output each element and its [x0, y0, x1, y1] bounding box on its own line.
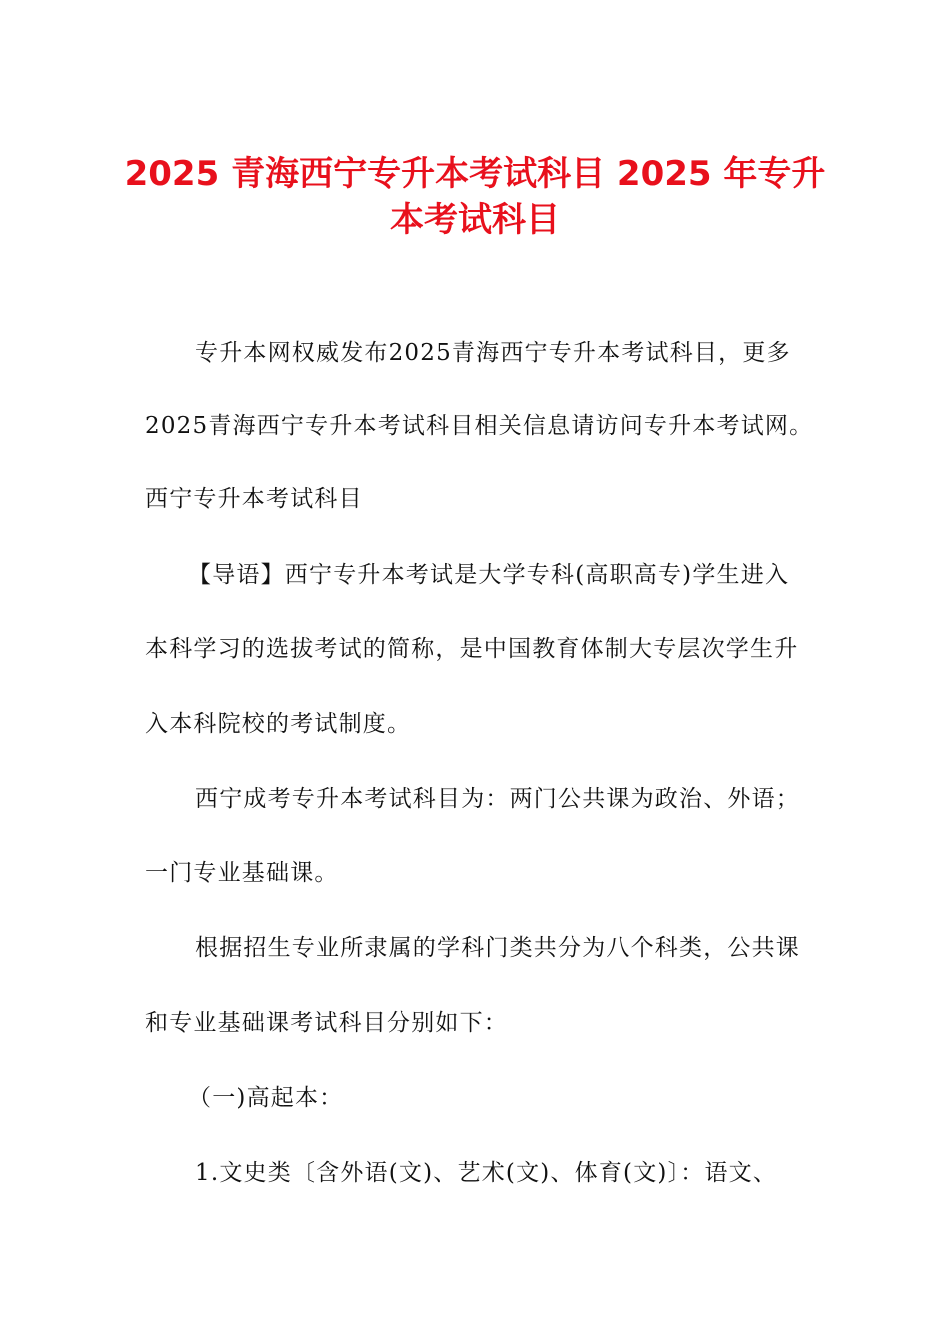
paragraph-line: 西宁成考专升本考试科目为：两门公共课为政治、外语；	[195, 786, 800, 812]
paragraph-line: 专升本网权威发布2025青海西宁专升本考试科目，更多	[195, 340, 791, 366]
paragraph-line: 入本科院校的考试制度。	[145, 711, 412, 737]
paragraph-line: 和专业基础课考试科目分别如下：	[145, 1010, 508, 1036]
list-heading: （一)高起本：	[188, 1085, 344, 1111]
paragraph-line: 根据招生专业所隶属的学科门类共分为八个科类，公共课	[195, 935, 800, 961]
paragraph-line: 【导语】西宁专升本考试是大学专科(高职高专)学生进入	[188, 562, 790, 588]
paragraph-line: 一门专业基础课。	[145, 860, 339, 886]
section-heading: 西宁专升本考试科目	[145, 486, 363, 512]
document-title-line-2: 本考试科目	[390, 200, 560, 240]
paragraph-line: 2025青海西宁专升本考试科目相关信息请访问专升本考试网。	[145, 413, 814, 439]
list-item: 1.文史类〔含外语(文)、艺术(文)、体育(文)〕：语文、	[195, 1160, 778, 1186]
document-title-line-1: 2025 青海西宁专升本考试科目 2025 年专升	[124, 154, 826, 194]
paragraph-line: 本科学习的选拔考试的简称，是中国教育体制大专层次学生升	[145, 636, 799, 662]
